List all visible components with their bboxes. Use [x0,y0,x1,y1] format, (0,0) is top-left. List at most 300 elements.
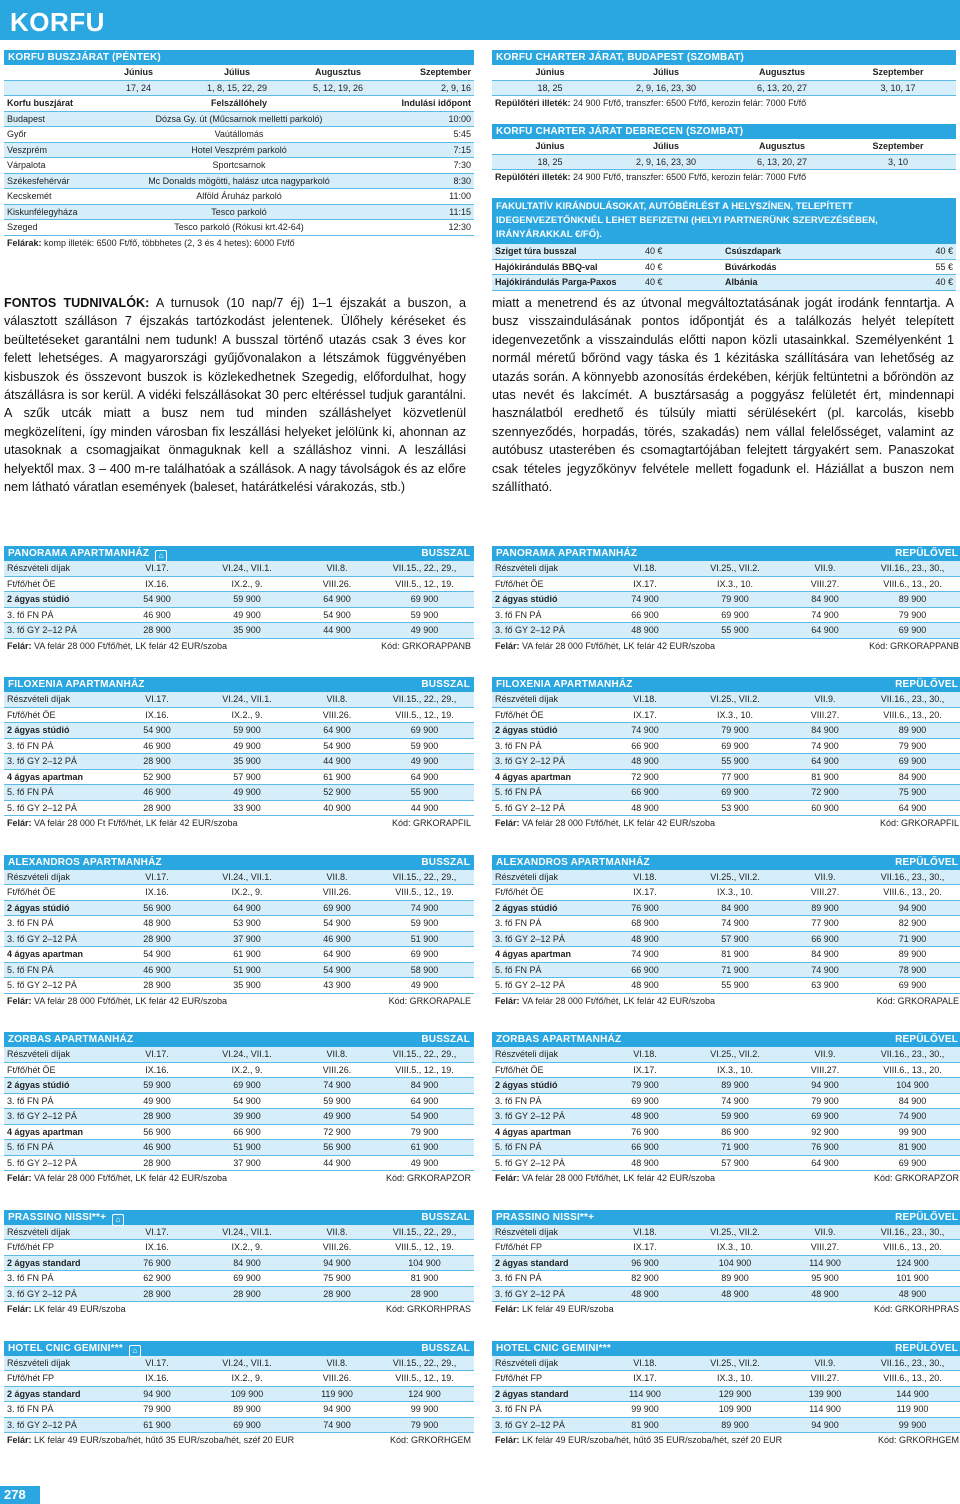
date-header-row [4,708,474,724]
page-title: KORFU [10,7,105,37]
row-value: 69 900 [721,740,749,751]
transport-mode: BUSSZAL [421,1211,470,1223]
row-value: 35 900 [233,625,261,635]
row-label: Részvételi díjak [495,871,559,882]
row-value: VIII.26. [322,709,352,720]
row-value: 28 900 [143,802,171,813]
price-row [4,1256,474,1272]
row-value: 48 900 [631,625,659,635]
product-code: Kód: GRKORAPPANB [869,640,959,651]
product-code: Kód: GRKORHPRAS [873,1304,959,1314]
felar-label: Felár: [7,1304,32,1314]
row-value: 54 900 [143,594,171,604]
row-label: Részvételi díjak [495,1226,559,1237]
row-value: VIII.27. [810,1064,840,1075]
row-value: VI.24., VII.1. [222,1049,272,1059]
row-value: 43 900 [323,980,351,990]
row-value: 28 900 [143,933,171,944]
row-value: 76 900 [811,1142,839,1152]
excursion-name: Csúszdapark [725,246,782,256]
bus-col-headers: Korfu buszjárat Felszállóhely Indulási időpont [4,96,474,112]
felar-label: Felár: [495,1304,520,1314]
row-value: VII.9. [814,871,836,882]
row-value: 53 900 [721,802,749,813]
row-value: 69 900 [721,787,749,797]
felar-label: Felár: [495,640,520,651]
row-value: 74 900 [811,964,839,975]
date-header-row [492,561,960,577]
date-header-row [492,1047,960,1063]
row-value: 99 900 [898,1419,927,1430]
row-label: 5. fő FN PÁ [7,964,54,975]
row-value: VI.17. [145,563,169,573]
row-label: 3. fő FN PÁ [7,1095,54,1106]
row-label: 5. fő FN PÁ [495,1142,542,1152]
row-value: 48 900 [631,933,659,944]
row-value: 52 900 [143,771,171,782]
row-label: 4 ágyas apartman [495,1126,572,1137]
stop-location: Tesco parkoló [211,206,267,217]
row-value: VIII.26. [322,1373,352,1383]
row-label: Ft/fő/hét ÖE [495,887,544,897]
row-value: 55 900 [721,625,749,635]
felar-label: Felár: [495,1435,520,1445]
row-label: 3. fő FN PÁ [7,918,54,928]
row-value: 59 900 [410,918,439,928]
price-row [492,608,960,624]
date-header-row [4,1371,474,1387]
row-value: 39 900 [233,1111,261,1121]
row-value: 89 900 [811,902,839,913]
bus-schedule-header: KORFU BUSZJÁRAT (PÉNTEK) [4,50,474,65]
row-value: 46 900 [143,787,171,797]
price-row [492,1387,960,1403]
felar-text: LK felár 49 EUR/szoba [522,1304,614,1314]
row-value: 61 900 [323,771,351,782]
row-label: Ft/fő/hét FP [7,1373,55,1383]
felar-text: VA felár 28 000 Ft/fő/hét, LK felár 42 EUR/szoba [522,1173,715,1183]
transport-mode: BUSSZAL [421,548,470,559]
row-value: VIII.6., 13., 20. [883,709,942,720]
row-value: 28 900 [323,1288,351,1299]
row-label: 5. fő GY 2–12 PÁ [495,980,565,990]
product-code: Kód: GRKORHPRAS [385,1304,471,1314]
hotel-price-table [4,1341,474,1449]
charter-debrecen-table [492,124,956,186]
price-row [492,1078,960,1094]
stop-time: 8:30 [453,175,471,186]
row-label: 5. fő GY 2–12 PÁ [7,980,77,990]
row-value: 99 900 [898,1126,927,1137]
transport-mode: REPÜLŐVEL [895,1034,958,1045]
row-label: 2 ágyas standard [7,1257,81,1268]
felar-row [492,1433,960,1449]
price-row [492,754,960,770]
row-value: 55 900 [721,756,749,766]
row-value: 54 900 [143,949,171,959]
row-value: 94 900 [898,902,927,913]
hotel-header [4,1210,474,1225]
price-row [4,623,474,639]
row-value: IX.2., 9. [231,1242,263,1252]
row-value: VII.8. [326,694,348,704]
row-label: 2 ágyas standard [495,1388,569,1399]
stop-time: 10:00 [448,113,471,124]
row-value: 74 900 [631,949,659,959]
row-value: 101 900 [896,1273,929,1283]
row-value: VI.17. [145,694,169,704]
bus-schedule-table [4,50,474,251]
price-row [492,592,960,608]
row-label: 5. fő FN PÁ [495,787,542,797]
price-row [4,1418,474,1434]
charter-budapest-header: KORFU CHARTER JÁRAT, BUDAPEST (SZOMBAT) [492,50,956,65]
row-label: 3. fő GY 2–12 PÁ [495,625,565,635]
price-row [4,770,474,786]
excursions-header: FAKULTATÍV KIRÁNDULÁSOKAT, AUTÓBÉRLÉST A HELYSZÍNEN, TELEPÍTETT IDEGENVEZETŐNKNÉL LEHET BEFIZETNI (HELYI PARTNERÜNK SZERVEZÉSÉBEN, IRÁNYÁRAKKAL €/FŐ). [492,198,956,244]
felar-label: Felár: [7,1435,32,1445]
stop-city: Győr [7,129,27,139]
hotel-price-table [492,677,960,832]
charter-db-months: Június Július Augusztus Szeptember [492,139,956,155]
transport-mode: REPÜLŐVEL [895,679,958,690]
row-value: 114 900 [809,1404,841,1414]
row-value: 54 900 [323,740,351,751]
row-value: VII.15., 22., 29., [392,1357,457,1368]
transport-mode: REPÜLŐVEL [895,548,958,559]
row-label: Részvételi díjak [7,563,71,573]
row-label: Ft/fő/hét ÖE [7,887,56,897]
row-value: 49 900 [233,787,261,797]
row-value: 52 900 [323,787,351,797]
row-value: 66 900 [631,609,659,620]
felar-label: Felár: [495,818,520,828]
row-value: 104 900 [408,1257,441,1268]
row-value: 76 900 [143,1257,171,1268]
row-value: 66 900 [631,1142,659,1152]
row-value: 74 900 [323,1419,351,1430]
felar-text: VA felár 28 000 Ft/fő/hét, LK felár 42 EUR/szoba [34,1173,227,1183]
row-value: VI.25., VII.2. [710,694,760,704]
info-text-right: miatt a menetrend és az útvonal megváltoztatásának jogát irodánk fenntartja. A busz visszaindulásának pontos időpontját és a találkozás helyét telepített idegenvezetőnk a visszaindulás előtti napon közli utasainkkal. Személyenként 1 normál méretű bőrönd vagy táska és 1 kézitáska szállítására van lehetőség az utazás során. A könnyebb azonosítás érdekében, kérjük feltüntetni a bőröndön az utas nevét és lakcímét. A busztársaság a poggyász felületét ért, mindennapi használatból eredhető és túlsúly miatti sérülésekért (pl. karcolás, kisebb szennyeződés, horpadás, törés, szakadás) nem vállal felelősséget, valamint az autóbusz utasterében és csomagtartójában felejtett tárgyakért sem. Panaszokat csak tételes jegyzőkönyv felvétele mellett fogadunk el. Háziállat a buszon nem szállítható. [492,296,954,495]
row-value: 59 900 [143,1080,171,1090]
row-value: 51 900 [233,964,261,975]
stop-location: Mc Donalds mögötti, halász utca nagyparkoló [148,175,330,186]
bus-months-row: Június Július Augusztus Szeptember [4,65,474,81]
row-value: VI.24., VII.1. [222,694,272,704]
hotel-header [4,1032,474,1047]
row-value: VI.18. [633,1049,657,1059]
hotel-name: PRASSINO NISSI**+ [8,1211,107,1223]
stop-location: Sportcsarnok [212,160,266,170]
row-value: VII.8. [326,871,348,882]
row-value: 53 900 [233,918,261,928]
row-value: 71 900 [898,933,927,944]
row-value: VIII.26. [322,887,352,897]
row-label: Részvételi díjak [495,694,559,704]
felar-row [492,639,960,655]
row-value: 124 900 [408,1388,441,1399]
price-row [492,739,960,755]
row-label: 3. fő GY 2–12 PÁ [495,933,565,944]
row-value: 66 900 [811,933,839,944]
row-value: IX.2., 9. [231,578,263,589]
row-label: Részvételi díjak [7,1049,71,1059]
row-value: 94 900 [323,1404,351,1414]
row-value: VII.9. [814,1357,836,1368]
row-value: 92 900 [811,1126,839,1137]
row-value: IX.17. [633,1373,657,1383]
row-value: 74 900 [631,594,659,604]
hotel-name: ZORBAS APARTMANHÁZ [8,1034,134,1045]
row-value: 54 900 [323,964,351,975]
row-value: 89 900 [721,1273,749,1283]
row-value: 64 900 [898,802,927,813]
felar-label: Felár: [7,640,32,651]
row-value: 64 900 [811,756,839,766]
row-label: 4 ágyas apartman [495,949,572,959]
row-label: 4 ágyas apartman [7,1126,84,1137]
row-value: 74 900 [811,609,839,620]
row-value: 28 900 [143,756,171,766]
row-value: 72 900 [811,787,839,797]
row-value: 46 900 [143,1142,171,1152]
excursion-name: Sziget túra busszal [495,246,577,256]
row-value: 46 900 [323,933,351,944]
row-label: Részvételi díjak [495,563,559,573]
date-header-row [4,885,474,901]
row-value: 76 900 [631,1126,659,1137]
price-row [4,963,474,979]
row-value: 104 900 [718,1257,752,1268]
row-value: 57 900 [721,1157,749,1168]
page-number: 278 [0,1486,40,1504]
row-value: IX.17. [633,1064,657,1075]
row-value: 84 900 [811,594,839,604]
row-value: VI.24., VII.1. [222,871,272,882]
row-value: VIII.6., 13., 20. [883,1242,942,1252]
felar-text: VA felár 28 000 Ft/fő/hét, LK felár 42 EUR/szoba [522,640,715,651]
row-value: IX.3., 10. [716,578,754,589]
row-value: IX.3., 10. [716,1373,754,1383]
row-label: Részvételi díjak [495,1049,559,1059]
row-value: 64 900 [323,594,351,604]
stop-location: Vaútállomás [214,129,264,139]
product-code: Kód: GRKORAPFIL [879,818,959,828]
row-value: 68 900 [631,918,659,928]
row-value: VI.18. [633,1226,657,1237]
row-label: 3. fő FN PÁ [495,918,542,928]
bus-felarak-row: Felárak: komp illeték: 6500 Ft/fő, többhetes (2, 3 és 4 hetes): 6000 Ft/fő [7,237,295,248]
row-value: VI.24., VII.1. [222,563,272,573]
row-value: 74 900 [323,1080,351,1090]
price-row [492,1094,960,1110]
row-value: VII.16., 23., 30., [880,1226,945,1237]
row-value: 114 900 [629,1388,661,1399]
stop-location: Hotel Veszprém parkoló [191,144,287,155]
excursion-price: 40 € [935,277,953,287]
felar-row [4,1171,474,1187]
row-value: 49 900 [233,740,261,751]
row-value: VI.25., VII.2. [710,1226,760,1237]
row-value: 89 900 [721,1419,749,1430]
row-value: VII.9. [814,563,836,573]
row-value: IX.3., 10. [716,1242,754,1252]
price-row [4,1387,474,1403]
row-value: VII.8. [326,1049,348,1059]
row-value: 84 900 [898,1095,927,1106]
price-row [4,1156,474,1172]
date-header-row [492,1371,960,1387]
row-value: VI.18. [633,694,657,704]
row-label: 5. fő FN PÁ [495,964,542,975]
felar-text: VA felár 28 000 Ft/fő/hét, LK felár 42 EUR/szoba [34,995,227,1006]
transport-mode: REPÜLŐVEL [895,1342,958,1354]
row-value: 79 900 [721,725,749,735]
row-value: 74 900 [410,902,439,913]
price-row [492,1156,960,1172]
row-label: Ft/fő/hét FP [7,1242,55,1252]
date-header-row [4,1225,474,1241]
row-value: VI.25., VII.2. [710,1049,760,1059]
row-value: 84 900 [811,725,839,735]
row-label: 5. fő GY 2–12 PÁ [7,1157,77,1168]
row-value: 94 900 [323,1257,351,1268]
row-label: 5. fő GY 2–12 PÁ [495,802,565,813]
hotel-price-table [492,1341,960,1449]
felar-text: LK felár 49 EUR/szoba [34,1304,126,1314]
row-label: Részvételi díjak [7,871,71,882]
excursion-price: 40 € [645,261,663,272]
price-row [4,1402,474,1418]
row-value: 69 900 [631,1095,659,1106]
price-row [492,1140,960,1156]
date-header-row [492,708,960,724]
row-label: 3. fő GY 2–12 PÁ [495,756,565,766]
row-value: 56 900 [143,1126,171,1137]
charter-bp-dates: 18, 25 2, 9, 16, 23, 30 6, 13, 20, 27 3, 10, 17 [492,81,956,97]
price-row [4,723,474,739]
row-value: 81 900 [721,949,749,959]
row-value: 63 900 [811,980,839,990]
hotel-photo-icon: ⌂ [129,1345,141,1357]
row-label: Ft/fő/hét ÖE [7,709,56,720]
row-value: VII.9. [814,1226,836,1237]
hotel-header [492,855,960,870]
hotel-header [492,546,960,561]
row-value: 56 900 [323,1142,351,1152]
excursions-table [492,198,956,291]
price-row [492,801,960,817]
price-row [492,1418,960,1434]
row-value: 84 900 [811,949,839,959]
charter-budapest-table [492,50,956,112]
stop-city: Várpalota [7,160,46,170]
row-value: VII.16., 23., 30., [880,1357,945,1368]
row-value: 64 900 [323,725,351,735]
row-value: 48 900 [631,1157,659,1168]
excursion-name: Búvárkodás [725,261,777,272]
row-label: 2 ágyas stúdió [7,594,70,604]
row-value: 55 900 [410,787,439,797]
date-header-row [4,1356,474,1372]
row-value: 28 900 [410,1288,439,1299]
row-value: 104 900 [896,1080,929,1090]
row-value: 96 900 [631,1257,659,1268]
row-value: IX.3., 10. [716,1064,754,1075]
row-value: 95 900 [811,1273,839,1283]
price-row [4,1125,474,1141]
row-value: VIII.27. [810,578,840,589]
row-value: 59 900 [233,594,261,604]
excursion-name: Albánia [725,277,758,287]
date-header-row [492,870,960,886]
row-value: 89 900 [721,1080,749,1090]
bus-stop-row [4,174,474,190]
row-value: VIII.5., 12., 19. [395,887,454,897]
date-header-row [4,692,474,708]
row-value: 69 900 [811,1111,839,1121]
row-value: 48 900 [631,756,659,766]
date-header-row [492,1063,960,1079]
row-value: VII.15., 22., 29., [392,694,457,704]
felar-text: LK felár 49 EUR/szoba/hét, hűtő 35 EUR/szoba/hét, széf 20 EUR [522,1435,783,1445]
row-value: 64 900 [410,1095,439,1106]
row-value: 57 900 [233,771,261,782]
row-value: 28 900 [143,1111,171,1121]
row-label: Ft/fő/hét ÖE [7,578,56,589]
row-label: 3. fő FN PÁ [7,740,54,751]
row-value: 69 900 [410,594,439,604]
row-value: 69 900 [898,756,927,766]
hotel-name: ZORBAS APARTMANHÁZ [496,1034,622,1045]
row-label: 3. fő GY 2–12 PÁ [495,1288,565,1299]
row-value: 79 900 [410,1126,439,1137]
price-row [4,739,474,755]
row-value: VIII.26. [322,1242,352,1252]
excursion-row [492,275,956,291]
row-label: 3. fő GY 2–12 PÁ [7,1288,77,1299]
row-label: 2 ágyas stúdió [495,594,558,604]
felar-row [4,1433,474,1449]
row-value: VII.9. [814,1049,836,1059]
row-value: IX.2., 9. [231,1064,263,1075]
row-value: 66 900 [233,1126,261,1137]
product-code: Kód: GRKORAPFIL [391,818,471,828]
row-value: 54 900 [410,1111,439,1121]
price-row [492,932,960,948]
hotel-price-table [4,1032,474,1187]
row-label: Ft/fő/hét ÖE [495,578,544,589]
row-value: 48 900 [898,1288,927,1299]
felar-text: VA felár 28 000 Ft/fő/hét, LK felár 42 EUR/szoba [522,818,715,828]
row-label: Részvételi díjak [7,1226,71,1237]
date-header-row [4,1063,474,1079]
row-value: 48 900 [631,1111,659,1121]
row-label: Ft/fő/hét ÖE [495,709,544,720]
row-value: IX.17. [633,887,657,897]
row-value: VII.16., 23., 30., [880,871,945,882]
row-value: 84 900 [898,771,927,782]
row-value: IX.2., 9. [231,1373,263,1383]
felar-label: Felár: [495,1173,520,1183]
hotel-price-table [4,677,474,832]
row-label: 2 ágyas standard [495,1257,569,1268]
price-row [492,1125,960,1141]
row-value: VI.18. [633,871,657,882]
row-value: 49 900 [410,1157,439,1168]
price-row [492,1271,960,1287]
